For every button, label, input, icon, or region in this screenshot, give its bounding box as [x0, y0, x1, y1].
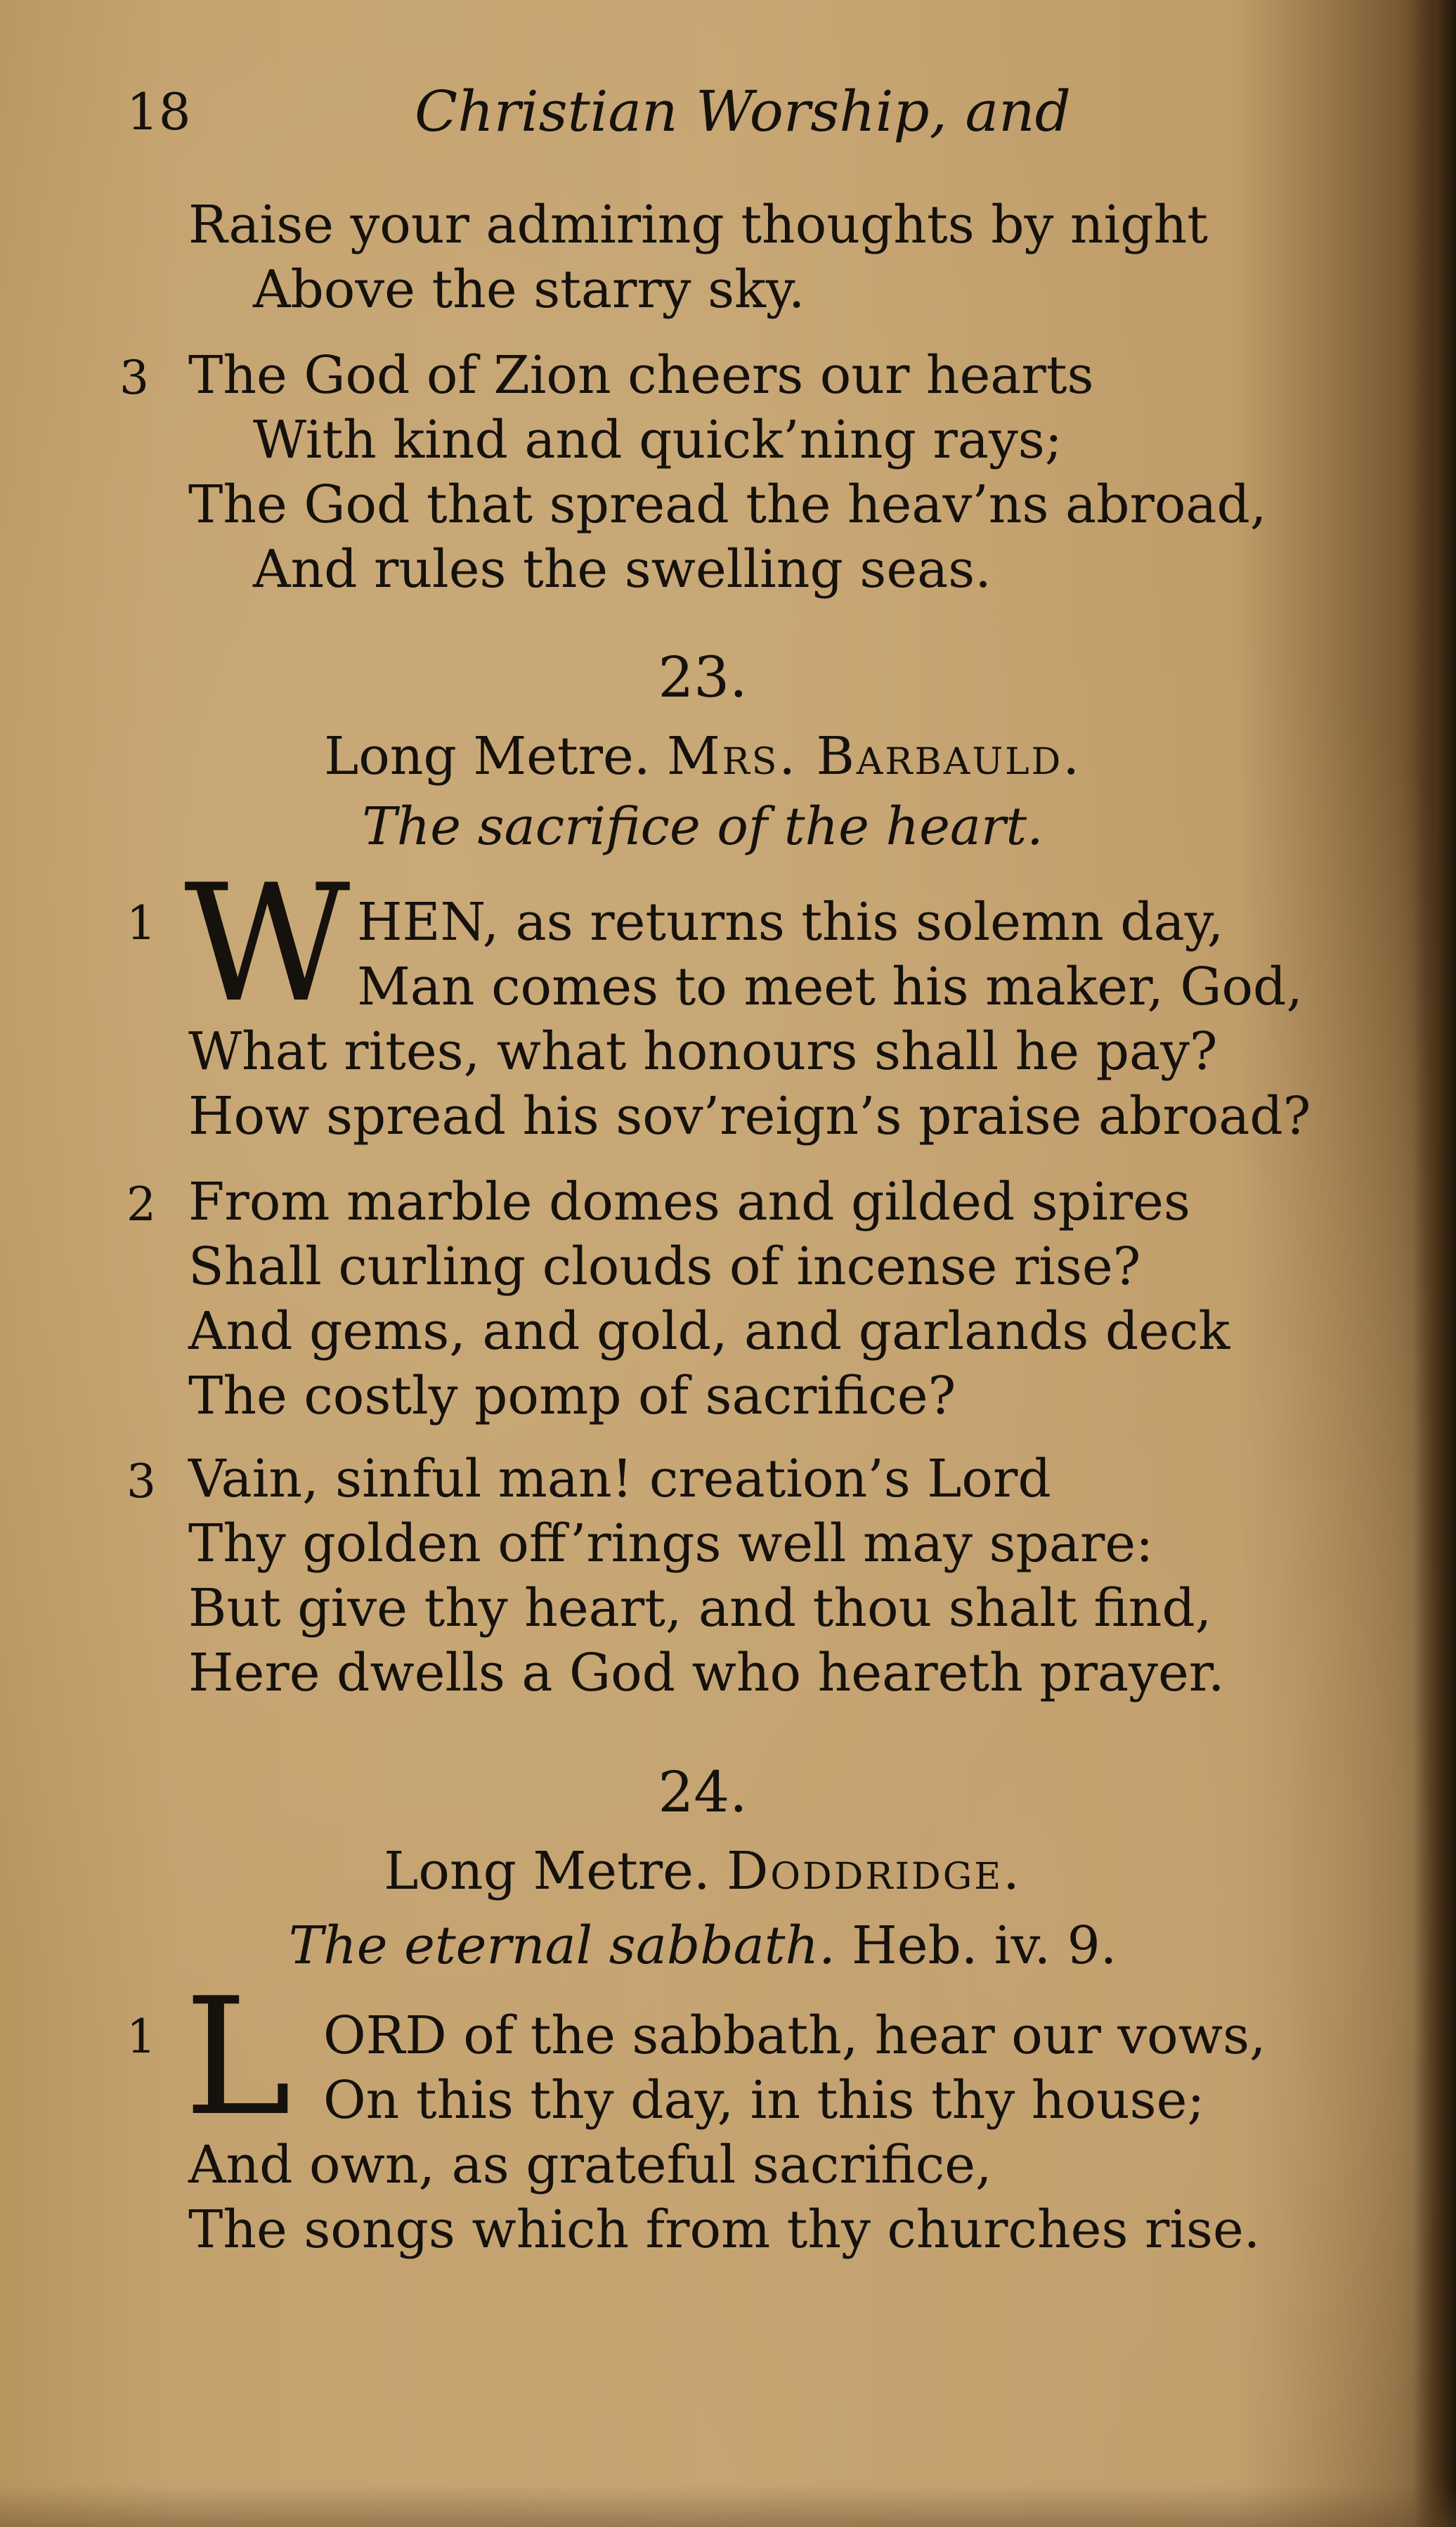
verse-line: Thy golden off’rings well may spare: — [188, 1513, 1154, 1574]
page-number: 18 — [126, 82, 191, 141]
verse-line: ORD of the sabbath, hear our vows, — [323, 2005, 1266, 2066]
verse-line: Man comes to meet his maker, God, — [357, 957, 1303, 1017]
author: Doddridge. — [727, 1841, 1022, 1901]
verse-line: The costly pomp of sacrifice? — [188, 1366, 956, 1426]
verse-line: And gems, and gold, and garlands deck — [188, 1301, 1230, 1362]
meter: Long Metre. — [324, 726, 651, 787]
hymn-number: 24. — [658, 1759, 748, 1825]
verse-line: Vain, sinful man! creation’s Lord — [188, 1449, 1051, 1509]
verse-line: Shall curling clouds of incense rise? — [188, 1236, 1141, 1297]
verse-line: But give thy heart, and thou shalt find, — [188, 1578, 1212, 1639]
hymn-number: 23. — [658, 645, 748, 710]
running-head — [126, 73, 1195, 150]
verse-line: And own, as grateful sacrifice, — [188, 2135, 992, 2195]
subtitle-text: The eternal sabbath. — [288, 1915, 836, 1976]
author: Mrs. Barbauld. — [666, 726, 1081, 787]
page-edge-shadow — [1414, 0, 1456, 2527]
meter: Long Metre. — [384, 1841, 710, 1901]
verse-line: From marble domes and gilded spires — [188, 1172, 1190, 1232]
stanza-number: 3 — [119, 351, 149, 405]
stanza-number: 2 — [126, 1177, 156, 1232]
verse-line: What rites, what honours shall he pay? — [188, 1021, 1218, 1082]
verse-line: The songs which from thy churches rise. — [188, 2199, 1261, 2260]
stanza-number: 1 — [126, 2010, 156, 2064]
stanza-number: 3 — [126, 1454, 156, 1508]
drop-cap: W — [184, 851, 351, 1038]
verse-line: The God of Zion cheers our hearts — [188, 345, 1094, 406]
hymn-subtitle: The sacrifice of the heart. — [362, 796, 1044, 857]
running-title: Christian Worship, and — [415, 79, 1071, 144]
scripture-reference: Heb. iv. 9. — [852, 1915, 1117, 1976]
verse-line: Raise your admiring thoughts by night — [188, 195, 1208, 255]
stanza-number: 1 — [126, 896, 156, 950]
hymn-heading — [0, 1839, 1405, 1904]
verse-line: How spread his sov’reign’s praise abroad? — [188, 1086, 1311, 1146]
verse-line: Here dwells a God who heareth prayer. — [188, 1643, 1225, 1703]
hymn-heading — [0, 724, 1405, 789]
verse-line: And rules the swelling seas. — [253, 539, 992, 600]
verse-line: With kind and quick’ning rays; — [253, 410, 1062, 470]
verse-line: HEN, as returns this solemn day, — [357, 892, 1224, 952]
verse-line: On this thy day, in this thy house; — [323, 2070, 1205, 2131]
drop-cap: L — [184, 1964, 292, 2152]
verse-line: The God that spread the heav’ns abroad, — [188, 474, 1267, 535]
verse-line: Above the starry sky. — [253, 259, 805, 320]
